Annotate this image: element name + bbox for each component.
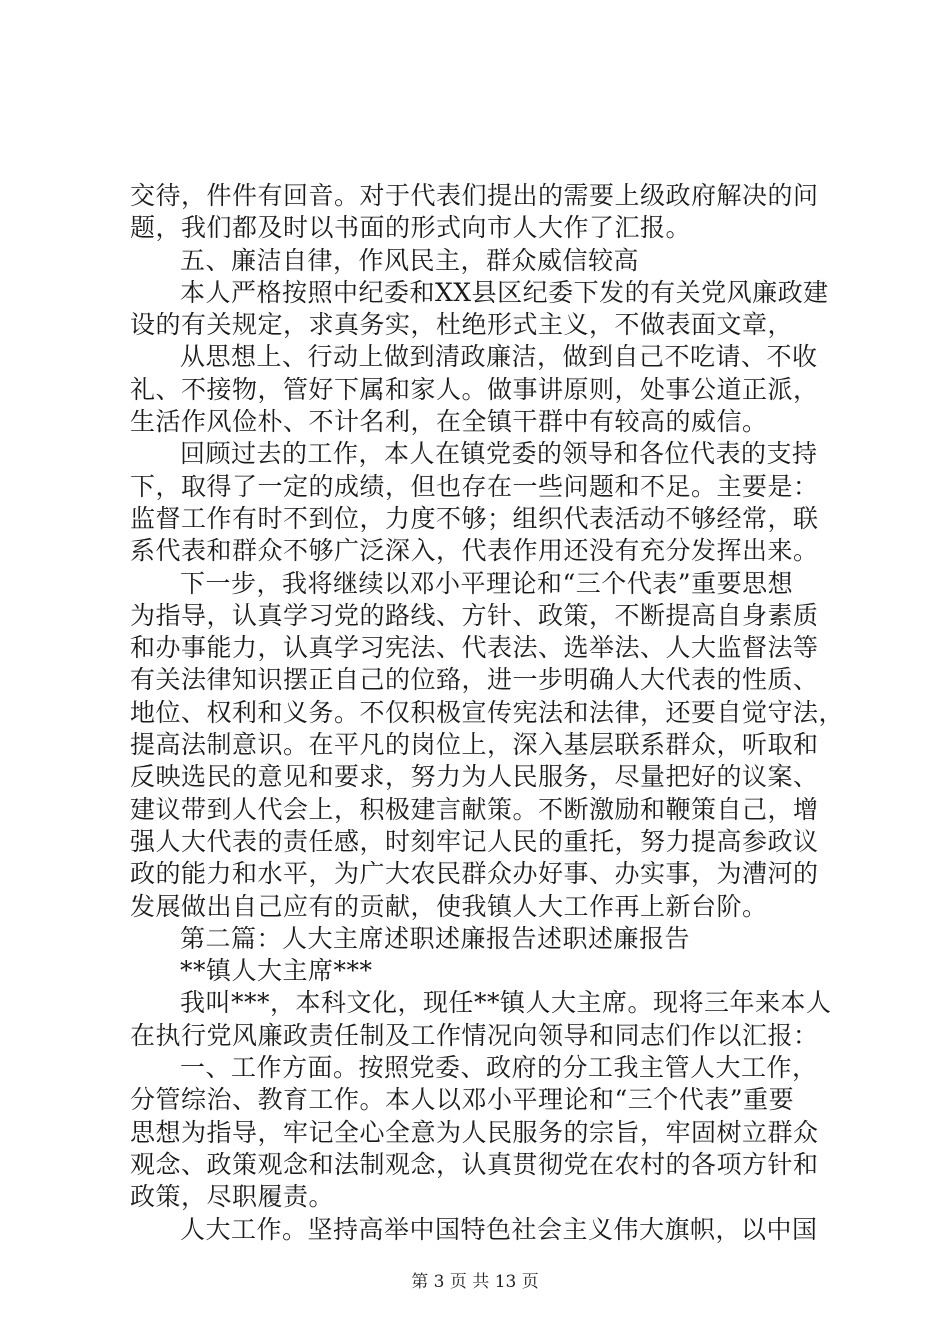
text-line: 建议带到人代会上，积极建言献策。不断激励和鞭策自己，增 — [130, 794, 819, 824]
text-line: 系代表和群众不够广泛深入，代表作用还没有充分发挥出来。 — [130, 536, 819, 566]
text-line: 生活作风俭朴、不计名利，在全镇干群中有较高的威信。 — [130, 407, 768, 437]
text-line: 有关法律知识摆正自己的位臵，进一步明确人大代表的性质、 — [130, 665, 819, 695]
text-line: 回顾过去的工作，本人在镇党委的领导和各位代表的支持 — [180, 439, 818, 469]
text-line: 和办事能力，认真学习宪法、代表法、选举法、人大监督法等 — [130, 633, 819, 663]
text-line: 礼、不接物，管好下属和家人。做事讲原则，处事公道正派， — [130, 374, 819, 404]
text-line: 人大工作。坚持高举中国特色社会主义伟大旗帜，以中国 — [180, 1214, 818, 1244]
text-line: 题，我们都及时以书面的形式向市人大作了汇报。 — [130, 213, 692, 243]
text-line: 观念、政策观念和法制观念，认真贯彻党在农村的各项方针和 — [130, 1149, 819, 1179]
text-line: 思想为指导，牢记全心全意为人民服务的宗旨，牢固树立群众 — [130, 1117, 819, 1147]
text-line: 一、工作方面。按照党委、政府的分工我主管人大工作， — [180, 1053, 818, 1083]
text-line: 为指导，认真学习党的路线、方针、政策，不断提高自身素质 — [130, 600, 819, 630]
text-line: 政的能力和水平，为广大农民群众办好事、办实事，为漕河的 — [130, 859, 819, 889]
text-line: 地位、权利和义务。不仅积极宣传宪法和法律，还要自觉守法， — [130, 697, 845, 727]
text-line: 下，取得了一定的成绩，但也存在一些问题和不足。主要是： — [130, 471, 819, 501]
text-line: 政策，尽职履责。 — [130, 1182, 335, 1212]
text-line: 强人大代表的责任感，时刻牢记人民的重托，努力提高参政议 — [130, 826, 819, 856]
text-line: 设的有关规定，求真务实，杜绝形式主义，不做表面文章， — [130, 310, 794, 340]
text-line: 第二篇：人大主席述职述廉报告述职述廉报告 — [180, 923, 691, 953]
text-line: 我叫***，本科文化，现任**镇人大主席。现将三年来本人 — [180, 988, 832, 1018]
text-line: 分管综治、教育工作。本人以邓小平理论和“三个代表”重要 — [130, 1085, 795, 1115]
text-line: 反映选民的意见和要求，努力为人民服务，尽量把好的议案、 — [130, 762, 819, 792]
text-line: 下一步，我将继续以邓小平理论和“三个代表”重要思想 — [180, 568, 794, 598]
page-footer: 第 3 页 共 13 页 — [411, 1272, 539, 1292]
text-line: 五、廉洁自律，作风民主，群众威信较高 — [180, 245, 640, 275]
text-line: 本人严格按照中纪委和XX县区纪委下发的有关党风廉政建 — [180, 277, 829, 307]
document-body — [130, 180, 850, 1246]
text-line: 监督工作有时不到位，力度不够；组织代表活动不够经常，联 — [130, 503, 819, 533]
text-line: **镇人大主席*** — [180, 956, 373, 986]
text-line: 交待，件件有回音。对于代表们提出的需要上级政府解决的问 — [130, 181, 819, 210]
text-line: 在执行党风廉政责任制及工作情况向领导和同志们作以汇报： — [130, 1020, 819, 1050]
text-line: 从思想上、行动上做到清政廉洁，做到自己不吃请、不收 — [180, 342, 818, 372]
text-line: 发展做出自己应有的贡献，使我镇人大工作再上新台阶。 — [130, 891, 768, 921]
text-line: 提高法制意识。在平凡的岗位上，深入基层联系群众，听取和 — [130, 730, 819, 760]
